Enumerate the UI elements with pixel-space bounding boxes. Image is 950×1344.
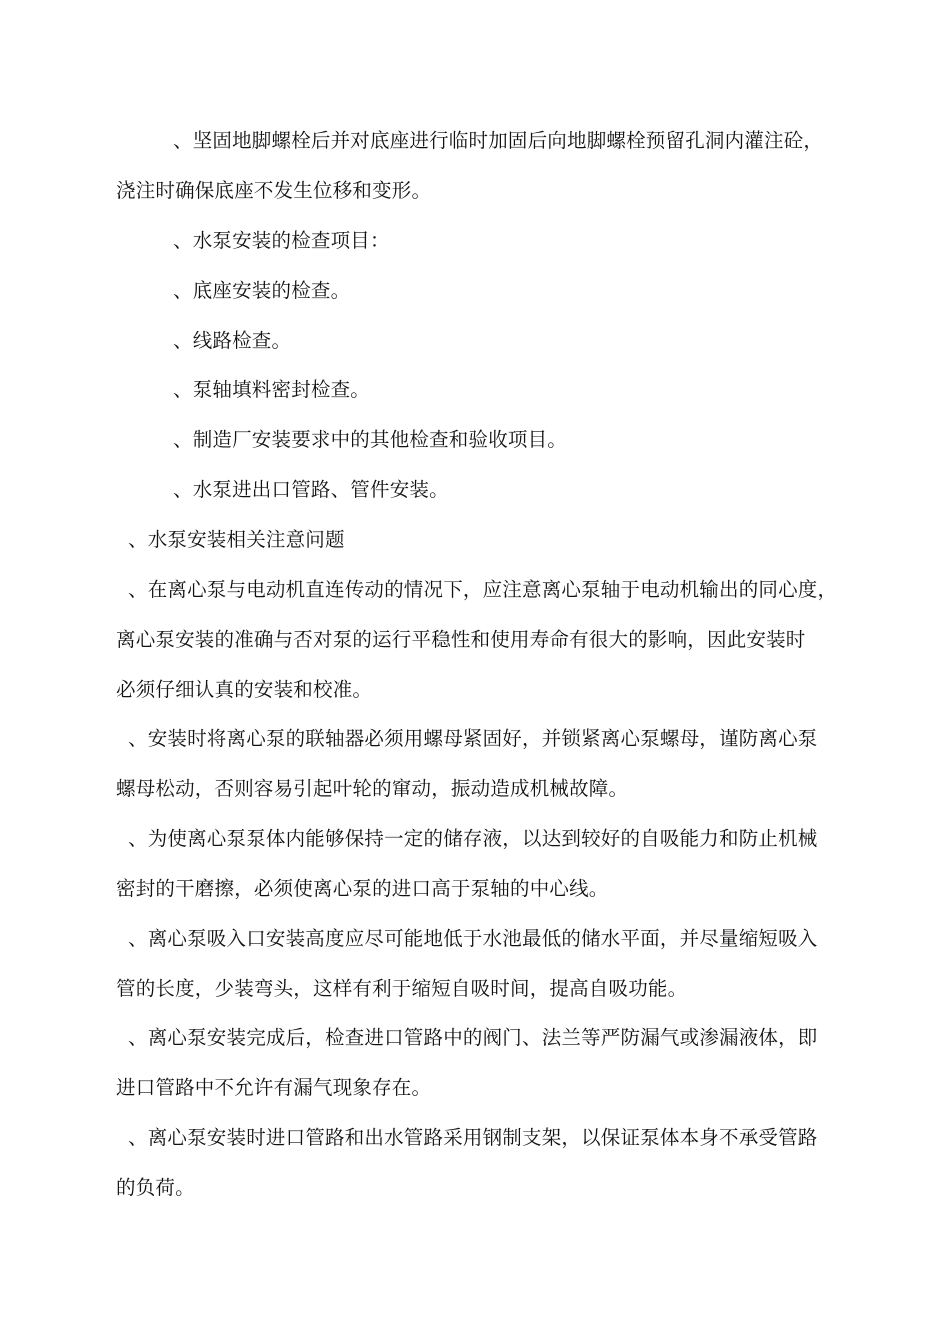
- text-line-5: 、线路检查。: [173, 329, 292, 352]
- text-line-17: 、离心泵吸入口安装高度应尽可能地低于水池最低的储水平面，并尽量缩短吸入: [128, 927, 818, 950]
- text-line-3: 、水泵安装的检查项目：: [173, 229, 390, 252]
- text-line-18: 管的长度，少装弯头，这样有利于缩短自吸时间，提高自吸功能。: [116, 977, 688, 1000]
- text-line-2: 浇注时确保底座不发生位移和变形。: [116, 179, 432, 202]
- text-line-12: 必须仔细认真的安装和校准。: [116, 678, 373, 701]
- text-line-19: 、离心泵安装完成后，检查进口管路中的阀门、法兰等严防漏气或渗漏液体，即: [128, 1026, 818, 1049]
- section-heading: 、水泵安装相关注意问题: [128, 528, 345, 551]
- text-line-22: 的负荷。: [116, 1176, 195, 1199]
- text-line-10: 、在离心泵与电动机直连传动的情况下，应注意离心泵轴于电动机输出的同心度，: [128, 578, 838, 601]
- text-line-4: 、底座安装的检查。: [173, 279, 351, 302]
- text-line-21: 、离心泵安装时进口管路和出水管路采用钢制支架，以保证泵体本身不承受管路: [128, 1126, 818, 1149]
- text-line-15: 、为使离心泵泵体内能够保持一定的储存液，以达到较好的自吸能力和防止机械: [128, 827, 818, 850]
- text-line-14: 螺母松动，否则容易引起叶轮的窜动，振动造成机械故障。: [116, 777, 629, 800]
- text-line-13: 、安装时将离心泵的联轴器必须用螺母紧固好，并锁紧离心泵螺母，谨防离心泵: [128, 727, 818, 750]
- text-line-8: 、水泵进出口管路、管件安装。: [173, 478, 449, 501]
- text-line-1: 、坚固地脚螺栓后并对底座进行临时加固后向地脚螺栓预留孔洞内灌注砼，: [173, 129, 824, 152]
- text-line-16: 密封的干磨擦，必须使离心泵的进口高于泵轴的中心线。: [116, 877, 609, 900]
- text-line-7: 、制造厂安装要求中的其他检查和验收项目。: [173, 428, 568, 451]
- text-line-11: 离心泵安装的准确与否对泵的运行平稳性和使用寿命有很大的影响，因此安装时: [116, 628, 806, 651]
- text-line-20: 进口管路中不允许有漏气现象存在。: [116, 1076, 432, 1099]
- text-line-6: 、泵轴填料密封检查。: [173, 378, 371, 401]
